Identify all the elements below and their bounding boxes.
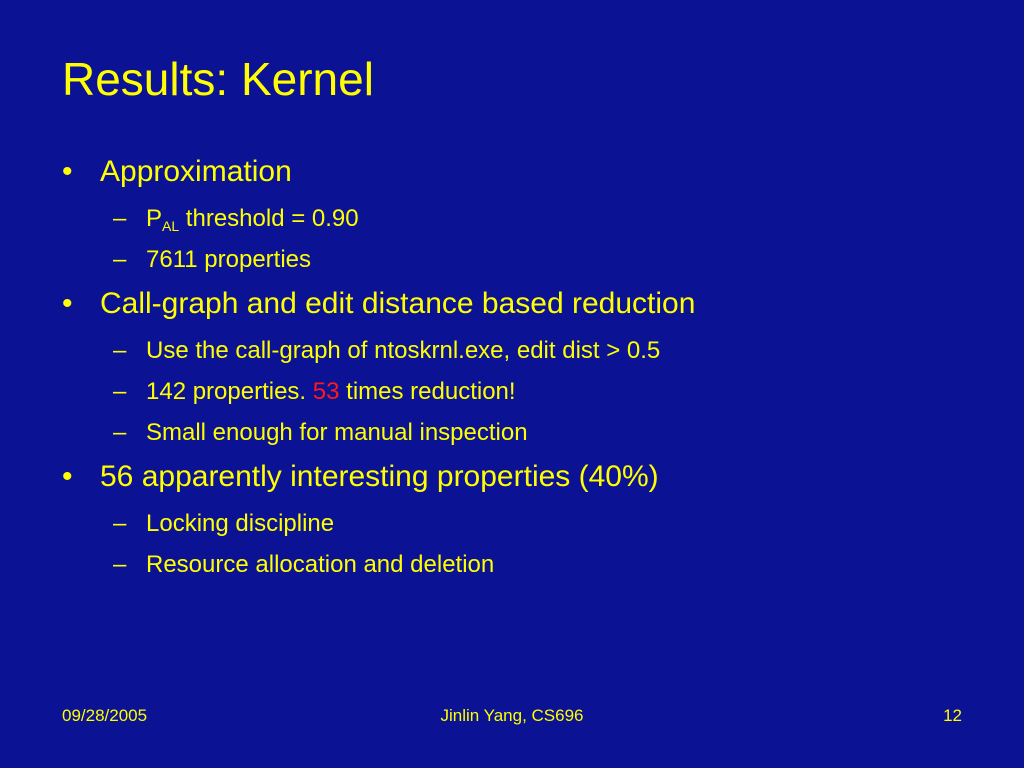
dash-marker: – [113,246,127,273]
subscript-al: AL [162,218,180,234]
dash-marker: – [113,510,127,537]
sub-bullet-text: Use the call-graph of ntoskrnl.exe, edit dist > 0.5 [146,337,661,364]
properties-count-text: 142 properties. [146,378,313,405]
slide-title: Results: Kernel [62,53,374,105]
threshold-text: threshold = 0.90 [179,205,359,232]
sub-bullet-item [0,239,1024,280]
dash-marker: – [113,205,127,232]
bullet-item [0,453,1024,503]
footer-date: 09/28/2005 [62,706,148,725]
sub-bullet-item [0,371,1024,412]
dash-marker: – [113,551,127,578]
footer-page-number: 12 [943,706,962,725]
dash-marker: – [113,419,127,446]
sub-bullet-item [0,198,1024,239]
dash-marker: – [113,337,127,364]
bullet-text: 56 apparently interesting properties (40%) [100,460,659,493]
sub-bullet-text: Resource allocation and deletion [146,551,495,578]
bullet-item [0,280,1024,330]
bullet-item [0,148,1024,198]
sub-bullet-text: Small enough for manual inspection [146,419,528,446]
sub-bullet-text: 7611 properties [146,246,311,273]
bullet-marker: • [62,155,73,188]
bullet-marker: • [62,460,73,493]
sub-bullet-item [0,412,1024,453]
bullet-text: Call-graph and edit distance based reduction [100,287,696,320]
slide-content [0,148,1024,585]
bullet-text: Approximation [100,155,292,188]
reduction-factor-highlight: 53 [312,378,340,405]
p-symbol: P [146,205,163,232]
sub-bullet-item [0,503,1024,544]
sub-bullet-text: Locking discipline [146,510,335,537]
sub-bullet-text [146,205,359,234]
bullet-marker: • [62,287,73,320]
sub-bullet-text [146,378,516,406]
dash-marker: – [113,378,127,405]
sub-bullet-item [0,544,1024,585]
footer-author: Jinlin Yang, CS696 [440,706,584,725]
sub-bullet-item [0,330,1024,371]
reduction-text: times reduction! [339,378,516,405]
